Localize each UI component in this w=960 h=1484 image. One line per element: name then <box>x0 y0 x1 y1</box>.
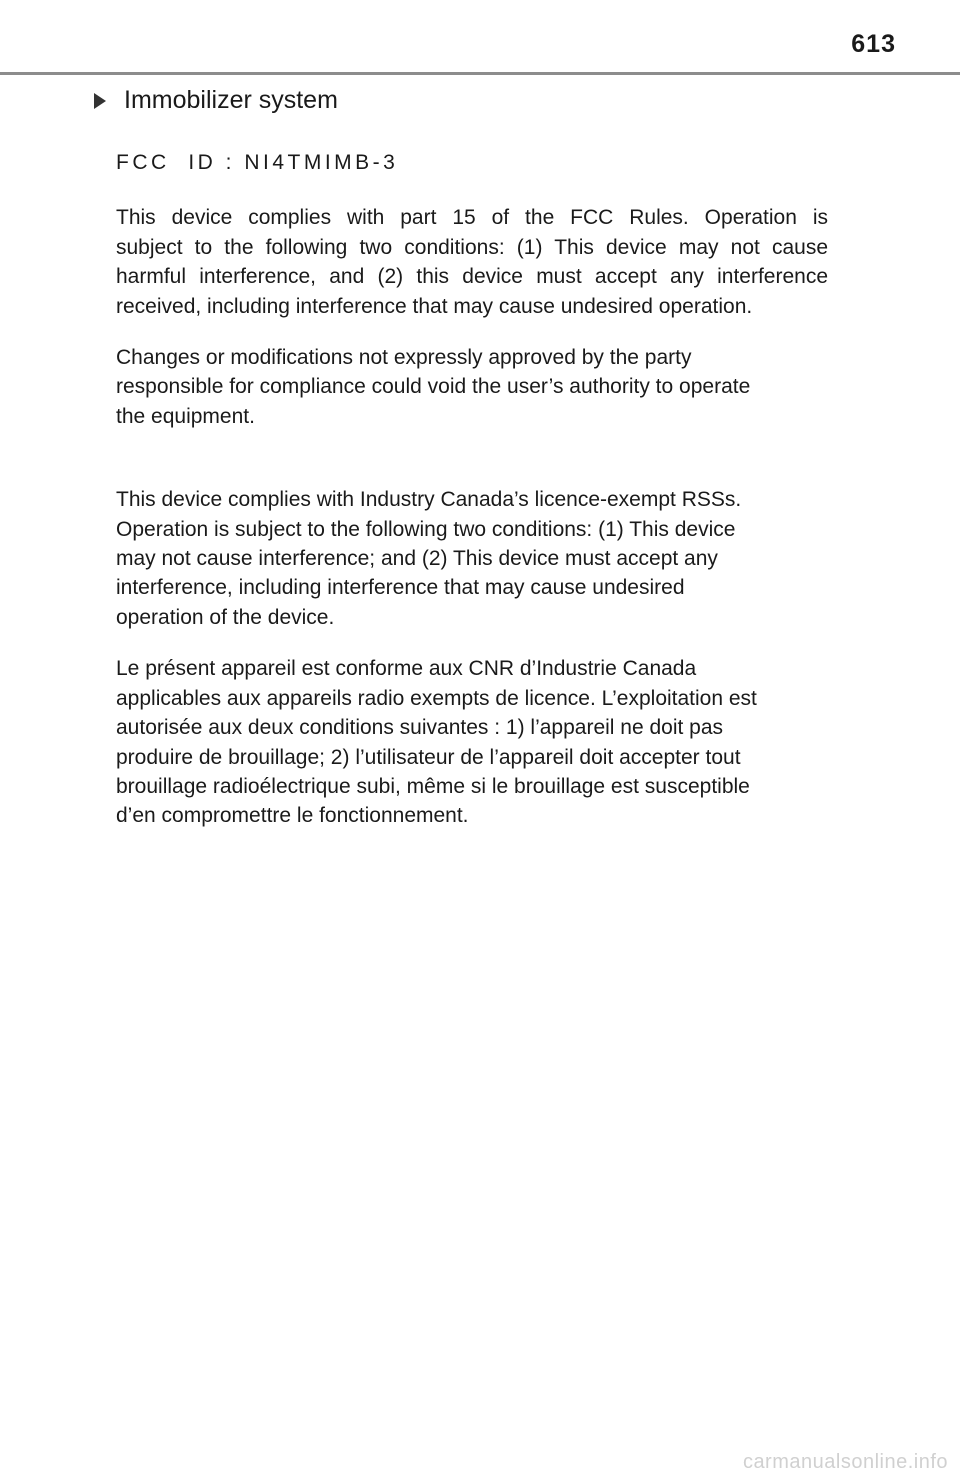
footer-watermark: carmanualsonline.info <box>742 1451 948 1473</box>
industry-canada-statement-fr <box>116 654 828 830</box>
text-line: brouillage radioélectrique subi, même si le brouillage est susceptible <box>116 774 750 798</box>
text-line: the equipment. <box>116 404 255 428</box>
industry-canada-statement-en <box>116 485 828 632</box>
text-line: This device complies with part 15 of the FCC Rules. Operation is <box>116 206 828 230</box>
text-line: interference, including interference that may cause undesired <box>116 576 685 600</box>
text-line: operation of the device. <box>116 605 335 629</box>
header-divider <box>0 72 960 75</box>
text-line: harmful interference, and (2) this device must accept any interference <box>116 265 828 289</box>
text-line: Operation is subject to the following two conditions: (1) This device <box>116 517 736 541</box>
fcc-statement <box>116 203 828 321</box>
triangle-right-icon <box>94 93 106 109</box>
text-line: produire de brouillage; 2) l’utilisateur de l’appareil doit accepter tout <box>116 745 741 769</box>
text-line: Le présent appareil est conforme aux CNR d’Industrie Canada <box>116 657 697 681</box>
fcc-id: FCC ID : NI4TMIMB-3 <box>116 151 399 174</box>
text-line: responsible for compliance could void the user’s authority to operate <box>116 375 751 399</box>
text-line: autorisée aux deux conditions suivantes : 1) l’appareil ne doit pas <box>116 716 724 740</box>
text-line: applicables aux appareils radio exempts de licence. L’exploitation est <box>116 686 757 710</box>
text-line: This device complies with Industry Canada’s licence-exempt RSSs. <box>116 488 742 512</box>
text-line: subject to the following two conditions: (1) This device may not cause <box>116 235 828 259</box>
section-heading <box>94 86 338 115</box>
section-heading-text: Immobilizer system <box>124 86 338 114</box>
text-line: d’en compromettre le fonctionnement. <box>116 804 469 828</box>
text-line: Changes or modifications not expressly approved by the party <box>116 346 692 370</box>
text-line: may not cause interference; and (2) This device must accept any <box>116 547 718 571</box>
text-line: received, including interference that may cause undesired operation. <box>116 294 753 318</box>
page-number: 613 <box>851 30 896 58</box>
modification-warning <box>116 343 828 431</box>
regulatory-content <box>116 148 828 853</box>
